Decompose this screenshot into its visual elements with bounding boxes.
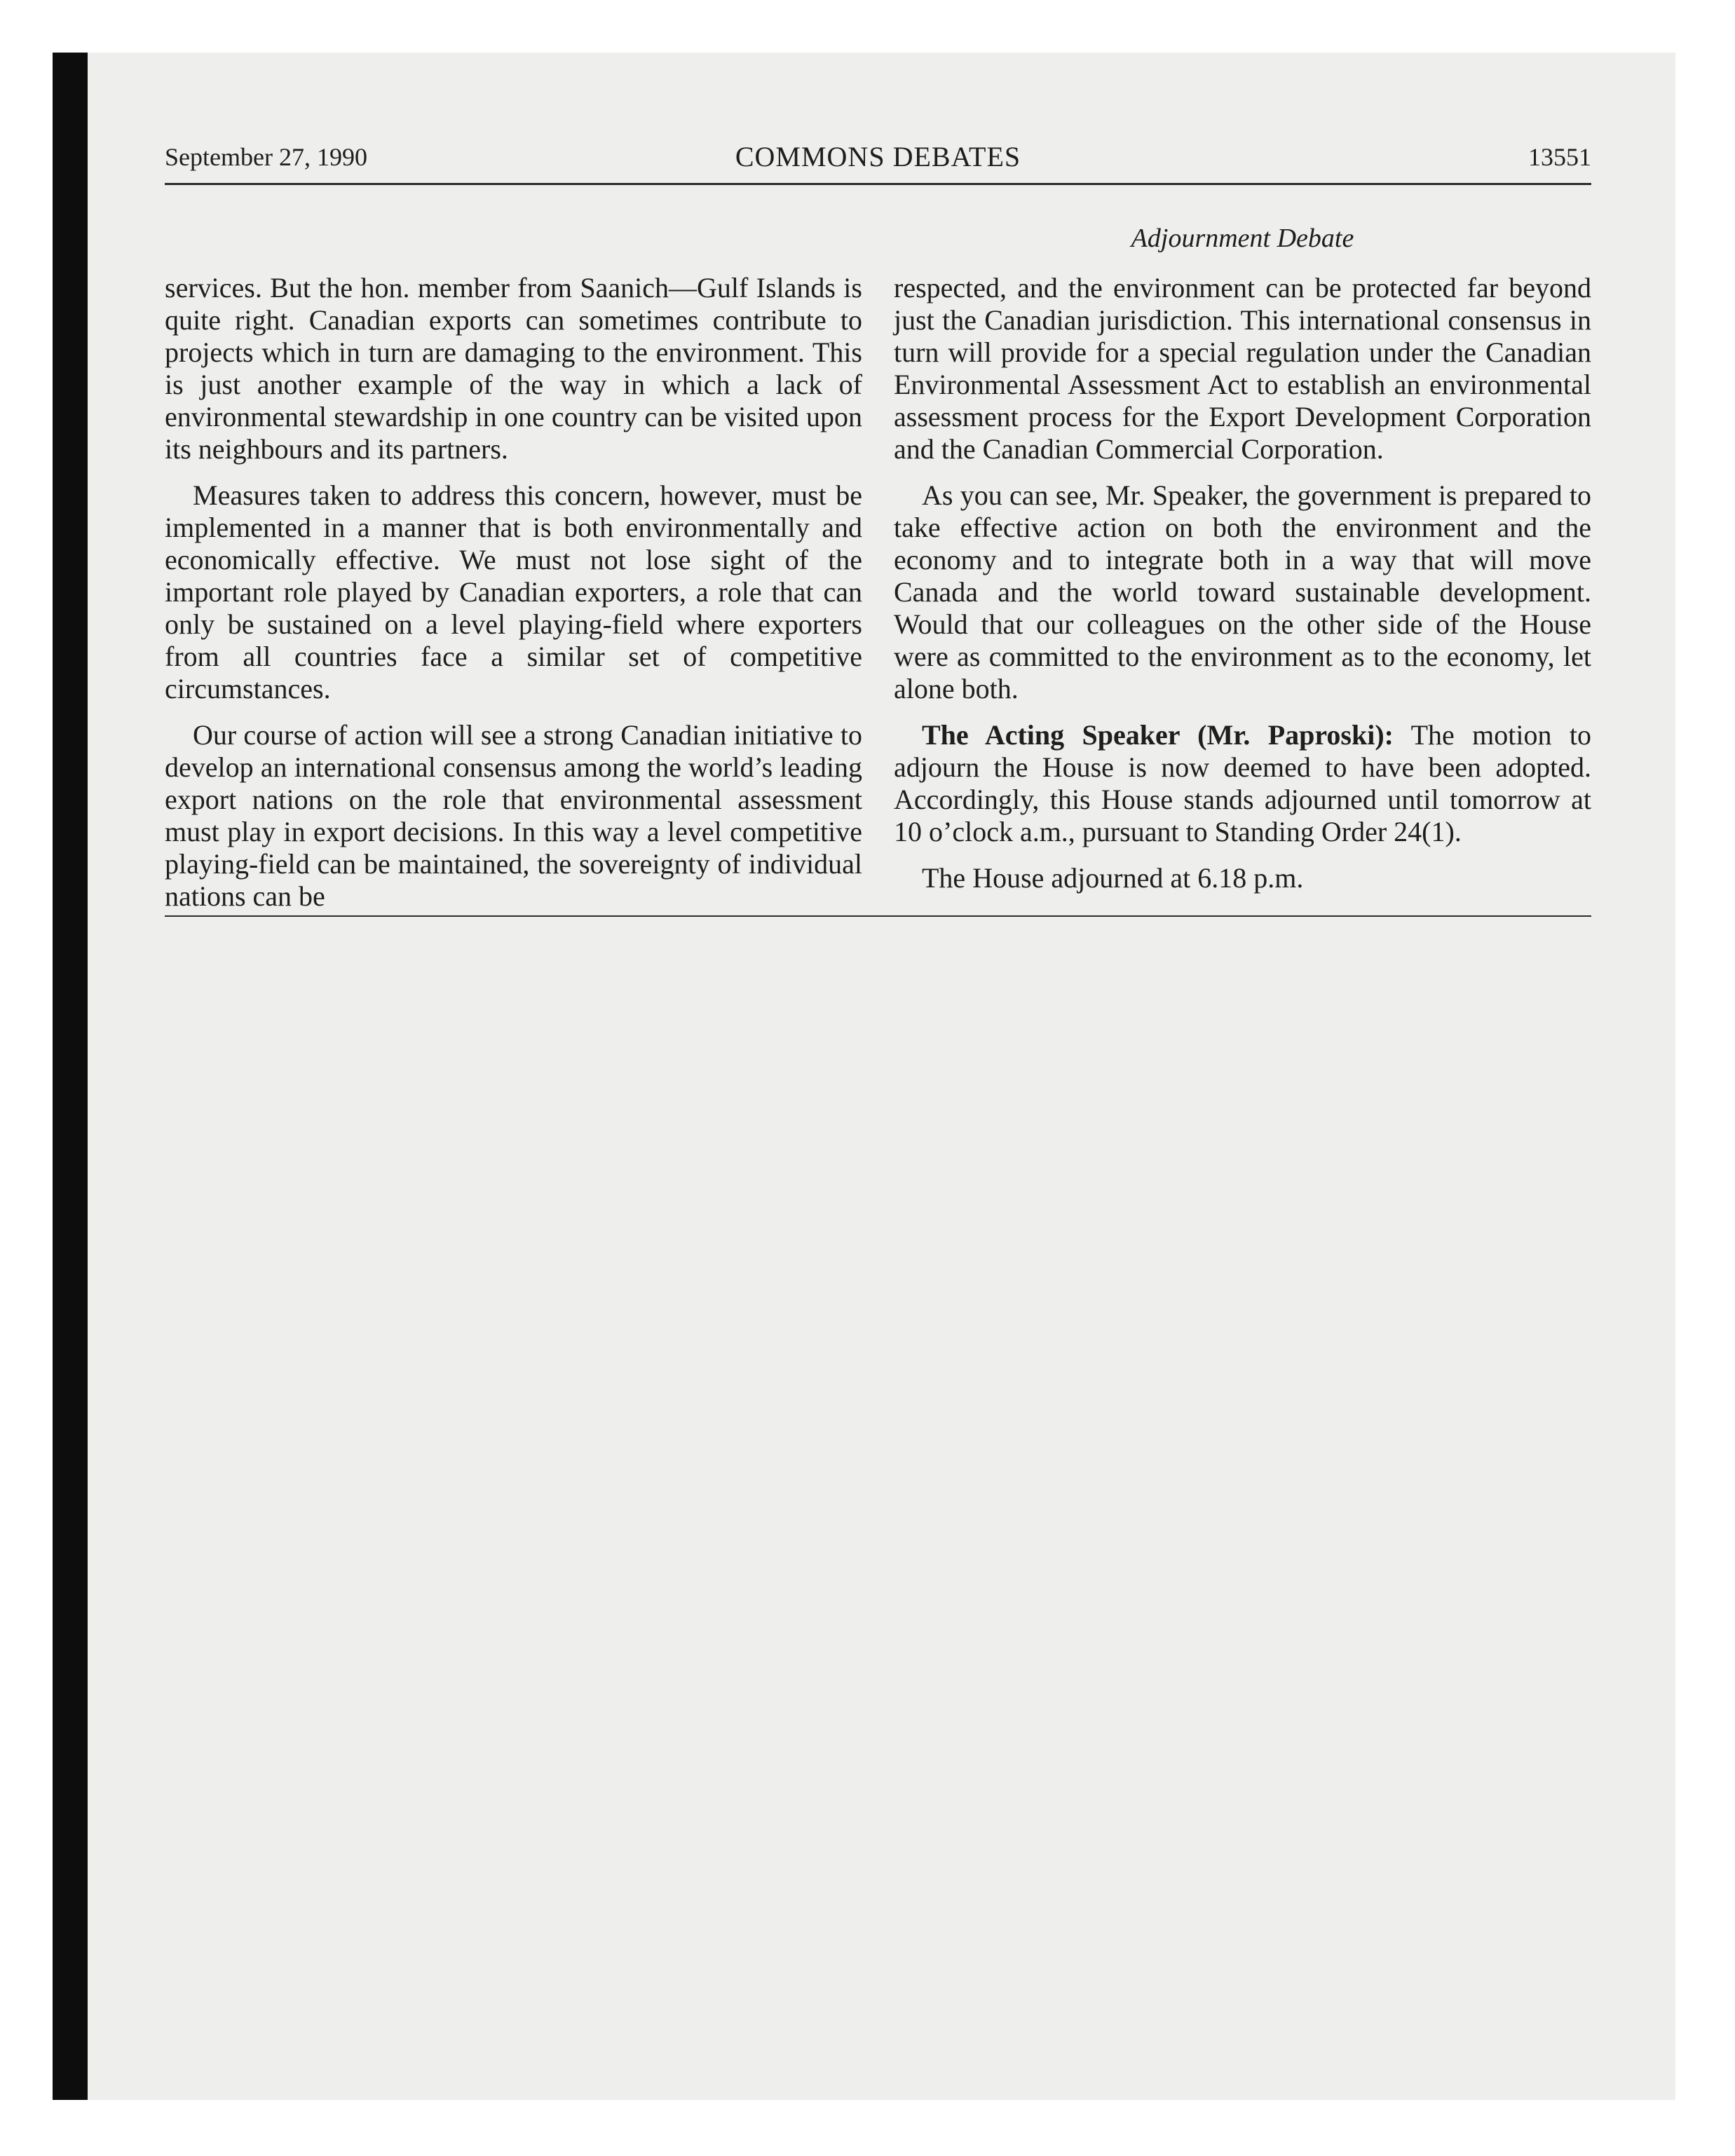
paragraph: services. But the hon. member from Saanich—Gulf Islands is quite right. Canadian exports can sometimes contribute to projects which in turn are damaging to the environment. This is just another example of the way in which a lack of environmental stewardship in one country can be visited upon its neighbours and its partners. [165,272,862,465]
speaker-paragraph [894,719,1591,848]
header-date: September 27, 1990 [165,143,367,171]
section-label: Adjournment Debate [1131,224,1354,253]
header-publication-title: COMMONS DEBATES [735,141,1021,172]
speaker-name: The Acting Speaker (Mr. Paproski): [922,719,1394,751]
paragraph: respected, and the environment can be protected far beyond just the Canadian jurisdiction. This international consensus in turn will provide for a special regulation under the Canadian Environmental Assessment Act to establish an environmental assessment process for the Export Development Corporation and the Canadian Commercial Corporation. [894,272,1591,465]
running-header [165,140,1591,182]
adjournment-note: The House adjourned at 6.18 p.m. [922,862,1304,894]
left-column [165,272,862,927]
binding-edge-shadow [53,53,88,2100]
right-column [894,272,1591,908]
header-rule [165,183,1591,185]
paragraph: As you can see, Mr. Speaker, the government is prepared to take effective action on both the environment and the economy and to integrate both in a way that will move Canada and the world toward sustainable development. Would that our colleagues on the other side of the House were as committed to the environment as to the economy, let alone both. [894,479,1591,704]
speaker-statement: The motion to adjourn the House is now deemed to have been adopted. Accordingly, this House stands adjourned until tomorrow at 10 o’clock a.m., pursuant to Standing Order 24(1). [894,719,1591,847]
paragraph: Our course of action will see a strong Canadian initiative to develop an international consensus among the world’s leading export nations on the role that environmental assessment must play in export decisions. In this way a level competitive playing-field can be maintained, the sovereignty of individual nations can be [165,719,862,912]
paragraph: Measures taken to address this concern, however, must be implemented in a manner that is both environmentally and economically effective. We must not lose sight of the important role played by Canadian exporters, a role that can only be sustained on a level playing-field where exporters from all countries face a similar set of competitive circumstances. [165,479,862,704]
end-of-section-rule [165,915,1591,917]
header-page-number: 13551 [1528,143,1591,171]
